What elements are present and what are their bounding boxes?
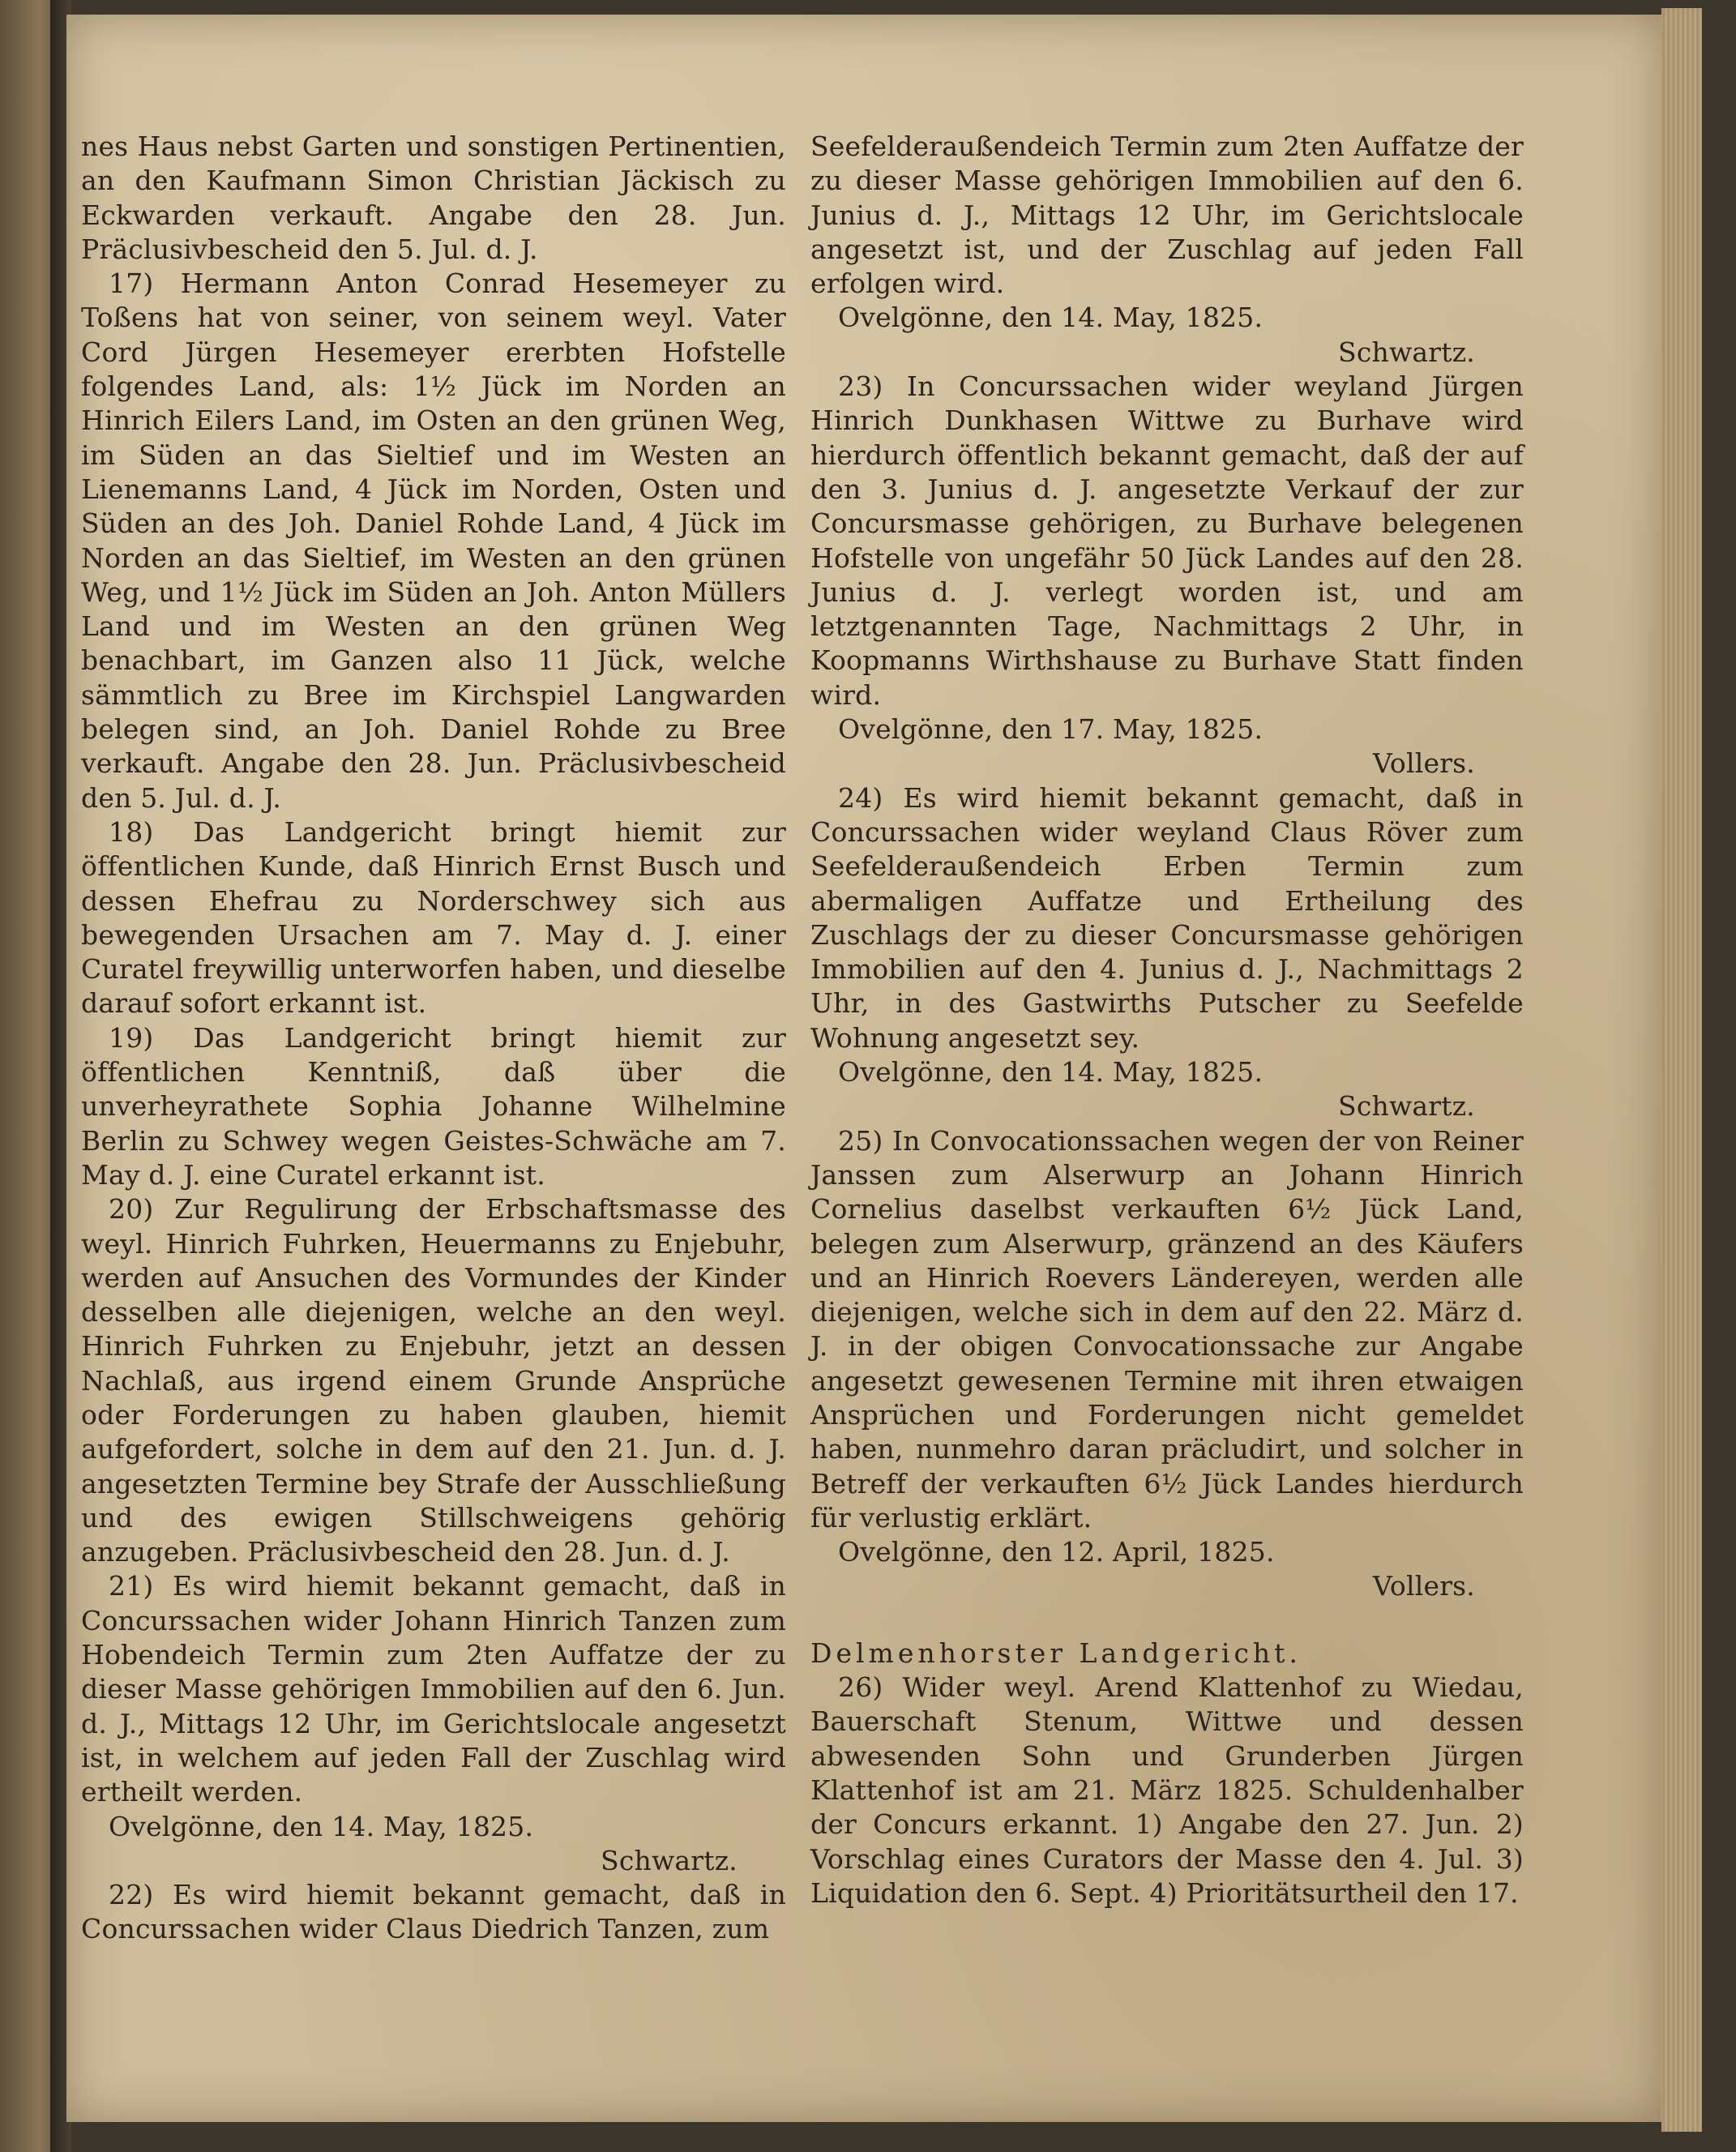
notice-25-signature: Vollers. <box>1372 1570 1475 1602</box>
notice-21-signature: Schwartz. <box>601 1844 738 1876</box>
notice-24: 24) Es wird hiemit bekannt gemacht, daß in Concurssachen wider weyland Claus Röver zum Seefelderaußendeich Erben Termin zum abermaligen Auffatze und Ertheilung des Zuschlags der zu dieser Concursmasse gehörigen Immobilien auf den 4. Junius d. J., Nachmittags 2 Uhr, in des Gastwirths Putscher zu Seefelde Wohnung angesetzt sey. <box>810 781 1524 1054</box>
notice-22-dateline: Ovelgönne, den 14. May, 1825. <box>838 302 1264 334</box>
notice-26: 26) Wider weyl. Arend Klattenhof zu Wiedau, Bauerschaft Stenum, Wittwe und dessen abwesenden Sohn und Grunderben Jürgen Klattenhof ist am 21. März 1825. Schuldenhalber der Concurs erkannt. 1) Angabe den 27. Jun. 2) Vorschlag eines Curators der Masse den 4. Jul. 3) Liquidation den 6. Sept. 4) Prioritätsurtheil den 17. <box>810 1671 1524 1909</box>
notice-16-continuation: nes Haus nebst Garten und sonstigen Pertinentien, an den Kaufmann Simon Christian Jäckisch zu Eckwarden verkauft. Angabe den 28. Jun. Präclusivbescheid den 5. Jul. d. J. <box>81 130 786 265</box>
notice-24-dateline: Ovelgönne, den 14. May, 1825. <box>838 1056 1264 1089</box>
notice-23-signature: Vollers. <box>1372 747 1475 780</box>
notice-20: 20) Zur Regulirung der Erbschaftsmasse des weyl. Hinrich Fuhrken, Heuermanns zu Enjebuhr, werden auf Ansuchen des Vormundes der Kinder desselben alle diejenigen, welche an den weyl. Hinrich Fuhrken zu Enjebuhr, jetzt an dessen Nachlaß, aus irgend einem Grunde Ansprüche oder Forderungen zu haben glauben, hiemit aufgefordert, solche in dem auf den 21. Jun. d. J. angesetzten Termine bey Strafe der Ausschließung und des ewigen Stillschweigens gehörig anzugeben. Präclusivbescheid den 28. Jun. d. J. <box>81 1193 786 1568</box>
section-heading-delmenhorst: Delmenhorster Landgericht. <box>810 1636 1302 1669</box>
notice-25: 25) In Convocationssachen wegen der von Reiner Janssen zum Alserwurp an Johann Hinrich Cornelius daselbst verkauften 6½ Jück Land, belegen zum Alserwurp, gränzend an des Käufers und an Hinrich Roevers Ländereyen, werden alle diejenigen, welche sich in dem auf den 22. März d. J. in der obigen Convocationssache zur Angabe angesetzt gewesenen Termine mit ihren etwaigen Ansprüchen und Forderungen nicht gemeldet haben, nunmehro daran präcludirt, und solcher in Betreff der verkauften 6½ Jück Landes hierdurch für verlustig erklärt. <box>810 1124 1524 1534</box>
page-stack-edge <box>1661 8 1702 2132</box>
notice-22-continuation: Seefelderaußendeich Termin zum 2ten Auffatze der zu dieser Masse gehörigen Immobilien auf den 6. Junius d. J., Mittags 12 Uhr, im Gerichtslocale angesetzt ist, und der Zuschlag auf jeden Fall erfolgen wird. <box>810 130 1524 300</box>
left-column <box>81 130 786 1947</box>
notice-21: 21) Es wird hiemit bekannt gemacht, daß in Concurssachen wider Johann Hinrich Tanzen zum Hobendeich Termin zum 2ten Auffatze der zu dieser Masse gehörigen Immobilien auf den 6. Jun. d. J., Mittags 12 Uhr, im Gerichtslocale angesetzt ist, in welchem auf jeden Fall der Zuschlag wird ertheilt werden. <box>81 1570 786 1808</box>
notice-22: 22) Es wird hiemit bekannt gemacht, daß in Concurssachen wider Claus Diedrich Tanzen, zum <box>81 1879 786 1945</box>
previous-page-edge <box>0 0 57 2152</box>
notice-19: 19) Das Landgericht bringt hiemit zur öffentlichen Kenntniß, daß über die unverheyrathete Sophia Johanne Wilhelmine Berlin zu Schwey wegen Geistes-Schwäche am 7. May d. J. eine Curatel erkannt ist. <box>81 1021 786 1191</box>
notice-25-dateline: Ovelgönne, den 12. April, 1825. <box>838 1536 1275 1568</box>
notice-23-dateline: Ovelgönne, den 17. May, 1825. <box>838 713 1264 746</box>
notice-23: 23) In Concurssachen wider weyland Jürgen Hinrich Dunkhasen Wittwe zu Burhave wird hierdurch öffentlich bekannt gemacht, daß der auf den 3. Junius d. J. angesetzte Verkauf der zur Concursmasse gehörigen, zu Burhave belegenen Hofstelle von ungefähr 50 Jück Landes auf den 28. Junius d. J. verlegt worden ist, und am letztgenannten Tage, Nachmittags 2 Uhr, in Koopmanns Wirthshause zu Burhave Statt finden wird. <box>810 370 1524 711</box>
notice-18: 18) Das Landgericht bringt hiemit zur öffentlichen Kunde, daß Hinrich Ernst Busch und dessen Ehefrau zu Norderschwey sich aus bewegenden Ursachen am 7. May d. J. einer Curatel freywillig unterworfen haben, und dieselbe darauf sofort erkannt ist. <box>81 815 786 1020</box>
notice-24-signature: Schwartz. <box>1338 1090 1475 1123</box>
notice-22-signature: Schwartz. <box>1338 336 1475 368</box>
right-column <box>810 130 1524 1910</box>
notice-17: 17) Hermann Anton Conrad Hesemeyer zu Toßens hat von seiner, von seinem weyl. Vater Cord Jürgen Hesemeyer ererbten Hofstelle folgendes Land, als: 1½ Jück im Norden an Hinrich Eilers Land, im Osten an den grünen Weg, im Süden an das Sieltief und im Westen an Lienemanns Land, 4 Jück im Norden, Osten und Süden an des Joh. Daniel Rohde Land, 4 Jück im Norden an das Sieltief, im Westen an den grünen Weg, und 1½ Jück im Süden an Joh. Anton Müllers Land und im Westen an den grünen Weg benachbart, im Ganzen also 11 Jück, welche sämmtlich zu Bree im Kirchspiel Langwarden belegen sind, an Joh. Daniel Rohde zu Bree verkauft. Angabe den 28. Jun. Präclusivbescheid den 5. Jul. d. J. <box>81 267 786 814</box>
notice-21-dateline: Ovelgönne, den 14. May, 1825. <box>109 1810 534 1842</box>
